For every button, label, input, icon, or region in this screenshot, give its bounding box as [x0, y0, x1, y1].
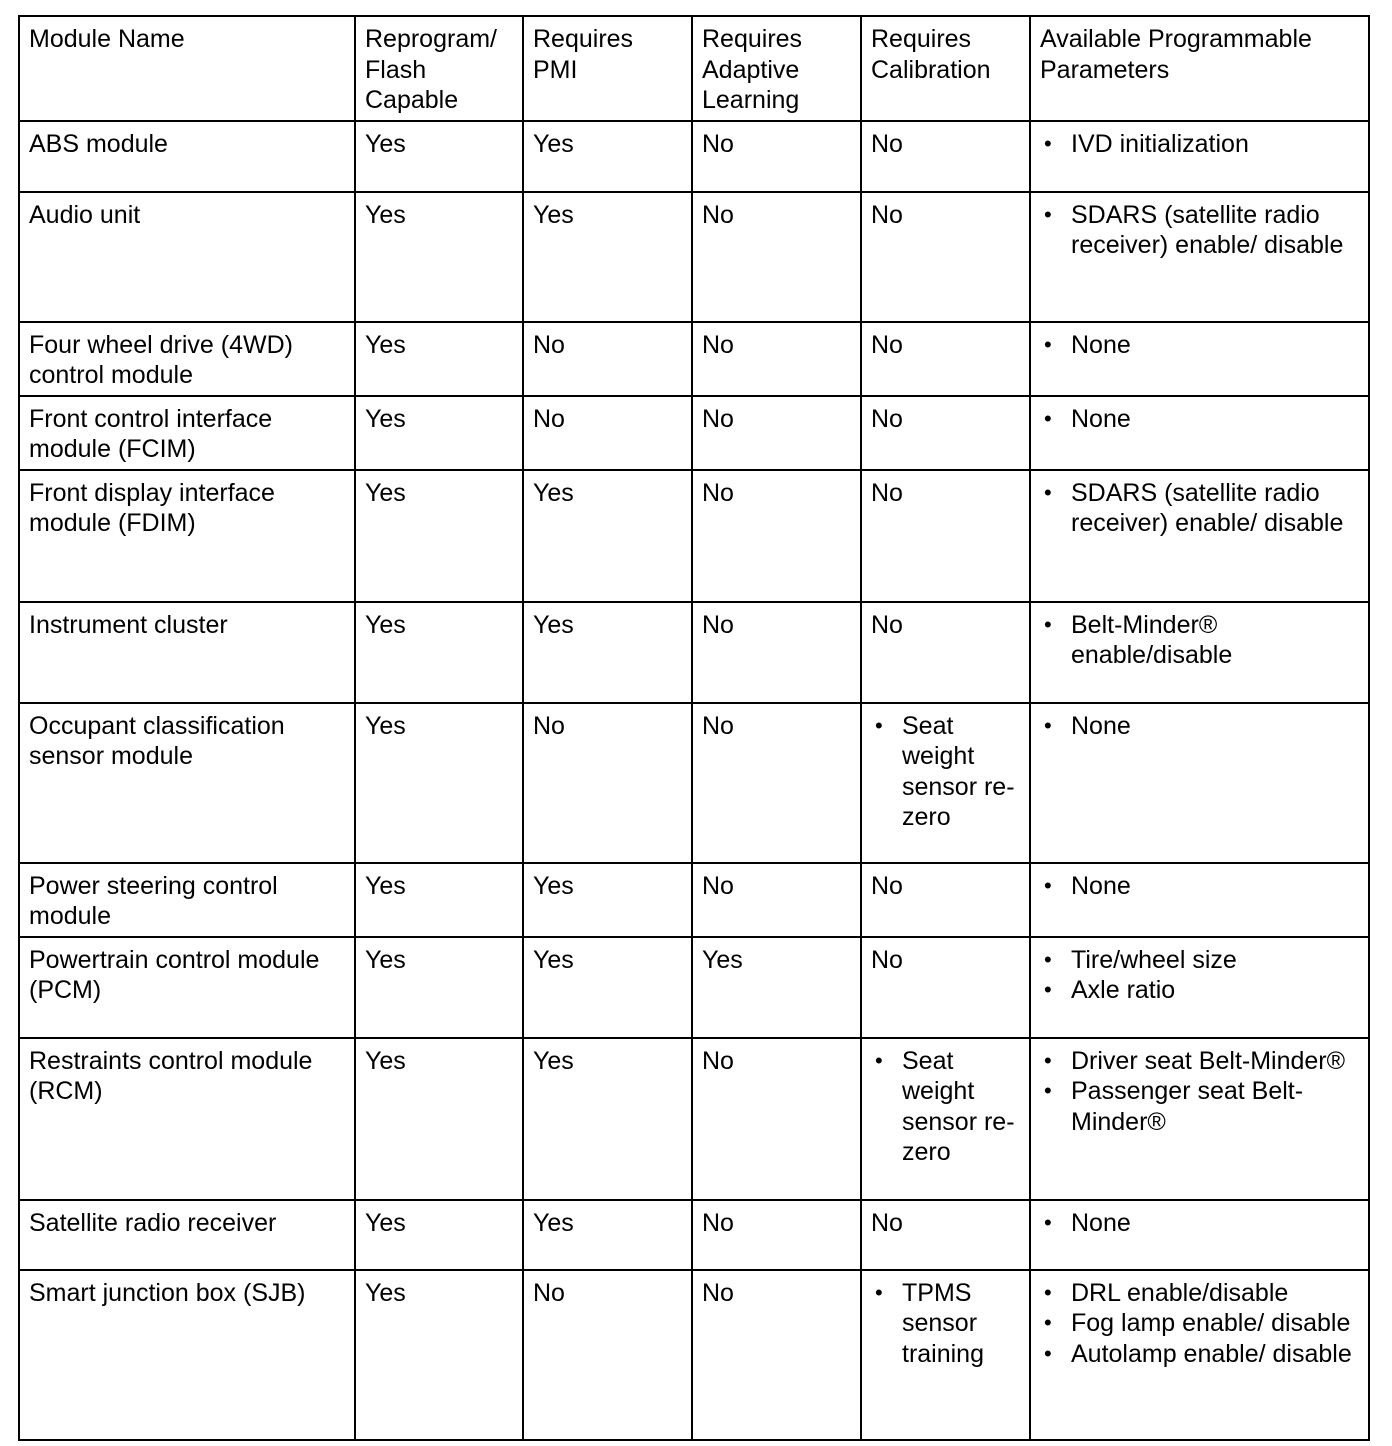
- table-row: [19, 602, 1369, 703]
- parameters-cell: [1030, 396, 1369, 470]
- parameter-list: [1040, 478, 1360, 539]
- calibration-cell: No: [861, 470, 1030, 602]
- table-row: [19, 322, 1369, 396]
- adaptive-learning-cell: No: [692, 396, 861, 470]
- reprogram-cell: Yes: [355, 602, 523, 703]
- parameter-list: [1040, 1278, 1360, 1370]
- module-name-cell: ABS module: [19, 121, 355, 192]
- parameter-list: [1040, 711, 1360, 742]
- header-text: Adaptive: [702, 55, 800, 84]
- parameter-list: [1040, 129, 1360, 160]
- pmi-cell: Yes: [523, 121, 692, 192]
- header-text: PMI: [533, 55, 578, 84]
- calibration-list: [871, 1046, 1021, 1168]
- module-name-cell: Four wheel drive (4WD) control module: [19, 322, 355, 396]
- pmi-cell: Yes: [523, 1200, 692, 1270]
- calibration-cell: No: [861, 322, 1030, 396]
- adaptive-learning-cell: No: [692, 470, 861, 602]
- parameter-item: • None: [1040, 330, 1360, 361]
- parameter-item: • Driver seat Belt-Minder®: [1040, 1046, 1360, 1077]
- calibration-list: [871, 1278, 1021, 1370]
- header-requires-calibration: [861, 16, 1030, 121]
- header-requires-adaptive-learning: [692, 16, 861, 121]
- header-text: Requires: [871, 25, 972, 53]
- table-row: [19, 703, 1369, 863]
- reprogram-cell: Yes: [355, 1200, 523, 1270]
- adaptive-learning-cell: No: [692, 192, 861, 322]
- parameters-cell: [1030, 703, 1369, 863]
- adaptive-learning-cell: No: [692, 1270, 861, 1440]
- calibration-cell: No: [861, 1200, 1030, 1270]
- calibration-item: • Seat weight sensor re-zero: [871, 711, 1021, 833]
- pmi-cell: Yes: [523, 602, 692, 703]
- adaptive-learning-cell: No: [692, 1200, 861, 1270]
- table-body: [19, 121, 1369, 1440]
- calibration-cell: [861, 1270, 1030, 1440]
- parameters-cell: [1030, 470, 1369, 602]
- calibration-cell: No: [861, 192, 1030, 322]
- reprogram-cell: Yes: [355, 937, 523, 1038]
- table-row: [19, 863, 1369, 937]
- calibration-item: • TPMS sensor training: [871, 1278, 1021, 1370]
- header-text: Learning: [702, 86, 800, 114]
- table-row: [19, 396, 1369, 470]
- parameter-item: • None: [1040, 871, 1360, 902]
- parameter-list: [1040, 871, 1360, 902]
- table-row: [19, 1200, 1369, 1270]
- parameters-cell: [1030, 1200, 1369, 1270]
- adaptive-learning-cell: No: [692, 703, 861, 863]
- adaptive-learning-cell: Yes: [692, 937, 861, 1038]
- header-row: [19, 16, 1369, 121]
- module-name-cell: Instrument cluster: [19, 602, 355, 703]
- header-text: Calibration: [871, 55, 991, 84]
- parameters-cell: [1030, 863, 1369, 937]
- pmi-cell: No: [523, 703, 692, 863]
- calibration-cell: No: [861, 937, 1030, 1038]
- table-header: [19, 16, 1369, 121]
- header-text: Parameters: [1040, 55, 1170, 84]
- parameter-item: • SDARS (satellite radio receiver) enable/ disable: [1040, 200, 1360, 261]
- calibration-cell: No: [861, 121, 1030, 192]
- module-name-cell: Satellite radio receiver: [19, 1200, 355, 1270]
- calibration-cell: No: [861, 396, 1030, 470]
- calibration-cell: No: [861, 863, 1030, 937]
- parameter-item: • SDARS (satellite radio receiver) enable/ disable: [1040, 478, 1360, 539]
- parameter-item: • Passenger seat Belt-Minder®: [1040, 1076, 1360, 1137]
- parameter-item: • Tire/wheel size: [1040, 945, 1360, 976]
- reprogram-cell: Yes: [355, 322, 523, 396]
- parameters-cell: [1030, 602, 1369, 703]
- parameters-cell: [1030, 121, 1369, 192]
- header-text: Flash: [365, 55, 427, 84]
- parameter-item: • None: [1040, 1208, 1360, 1239]
- parameter-item: • Autolamp enable/ disable: [1040, 1339, 1360, 1370]
- parameter-list: [1040, 200, 1360, 261]
- pmi-cell: Yes: [523, 470, 692, 602]
- parameters-cell: [1030, 192, 1369, 322]
- header-text: Module Name: [29, 25, 185, 53]
- module-name-cell: Smart junction box (SJB): [19, 1270, 355, 1440]
- parameters-cell: [1030, 1038, 1369, 1200]
- calibration-item: • Seat weight sensor re-zero: [871, 1046, 1021, 1168]
- pmi-cell: No: [523, 396, 692, 470]
- reprogram-cell: Yes: [355, 470, 523, 602]
- header-text: Available Programmable: [1040, 25, 1312, 53]
- table-row: [19, 1270, 1369, 1440]
- pmi-cell: Yes: [523, 192, 692, 322]
- reprogram-cell: Yes: [355, 863, 523, 937]
- parameters-cell: [1030, 1270, 1369, 1440]
- calibration-cell: [861, 1038, 1030, 1200]
- header-text: Requires: [702, 25, 803, 53]
- reprogram-cell: Yes: [355, 121, 523, 192]
- header-text: Requires: [533, 25, 634, 53]
- parameter-item: • DRL enable/disable: [1040, 1278, 1360, 1309]
- pmi-cell: Yes: [523, 937, 692, 1038]
- adaptive-learning-cell: No: [692, 602, 861, 703]
- header-text: Reprogram/: [365, 25, 497, 53]
- header-available-parameters: [1030, 16, 1369, 121]
- pmi-cell: Yes: [523, 1038, 692, 1200]
- parameter-list: [1040, 330, 1360, 361]
- parameter-item: • None: [1040, 711, 1360, 742]
- pmi-cell: Yes: [523, 863, 692, 937]
- module-name-cell: Restraints control module (RCM): [19, 1038, 355, 1200]
- reprogram-cell: Yes: [355, 703, 523, 863]
- table-row: [19, 937, 1369, 1038]
- parameter-item: • Belt-Minder® enable/disable: [1040, 610, 1360, 671]
- calibration-cell: [861, 703, 1030, 863]
- module-name-cell: Front display interface module (FDIM): [19, 470, 355, 602]
- module-name-cell: Powertrain control module (PCM): [19, 937, 355, 1038]
- module-name-cell: Front control interface module (FCIM): [19, 396, 355, 470]
- parameter-item: • IVD initialization: [1040, 129, 1360, 160]
- parameter-list: [1040, 404, 1360, 435]
- parameter-list: [1040, 945, 1360, 1006]
- parameters-cell: [1030, 322, 1369, 396]
- adaptive-learning-cell: No: [692, 863, 861, 937]
- module-name-cell: Audio unit: [19, 192, 355, 322]
- pmi-cell: No: [523, 322, 692, 396]
- calibration-cell: No: [861, 602, 1030, 703]
- calibration-list: [871, 711, 1021, 833]
- reprogram-cell: Yes: [355, 1270, 523, 1440]
- reprogram-cell: Yes: [355, 396, 523, 470]
- module-name-cell: Occupant classification sensor module: [19, 703, 355, 863]
- module-name-cell: Power steering control module: [19, 863, 355, 937]
- parameter-item: • None: [1040, 404, 1360, 435]
- parameter-list: [1040, 1046, 1360, 1138]
- module-programming-table: [18, 15, 1370, 1441]
- table-row: [19, 1038, 1369, 1200]
- table-row: [19, 121, 1369, 192]
- parameter-list: [1040, 1208, 1360, 1239]
- adaptive-learning-cell: No: [692, 121, 861, 192]
- header-requires-pmi: [523, 16, 692, 121]
- reprogram-cell: Yes: [355, 192, 523, 322]
- table-row: [19, 470, 1369, 602]
- adaptive-learning-cell: No: [692, 1038, 861, 1200]
- parameters-cell: [1030, 937, 1369, 1038]
- table-row: [19, 192, 1369, 322]
- pmi-cell: No: [523, 1270, 692, 1440]
- header-text: Capable: [365, 86, 459, 114]
- reprogram-cell: Yes: [355, 1038, 523, 1200]
- parameter-item: • Fog lamp enable/ disable: [1040, 1308, 1360, 1339]
- parameter-list: [1040, 610, 1360, 671]
- adaptive-learning-cell: No: [692, 322, 861, 396]
- parameter-item: • Axle ratio: [1040, 975, 1360, 1006]
- header-module-name: [19, 16, 355, 121]
- header-reprogram-flash: [355, 16, 523, 121]
